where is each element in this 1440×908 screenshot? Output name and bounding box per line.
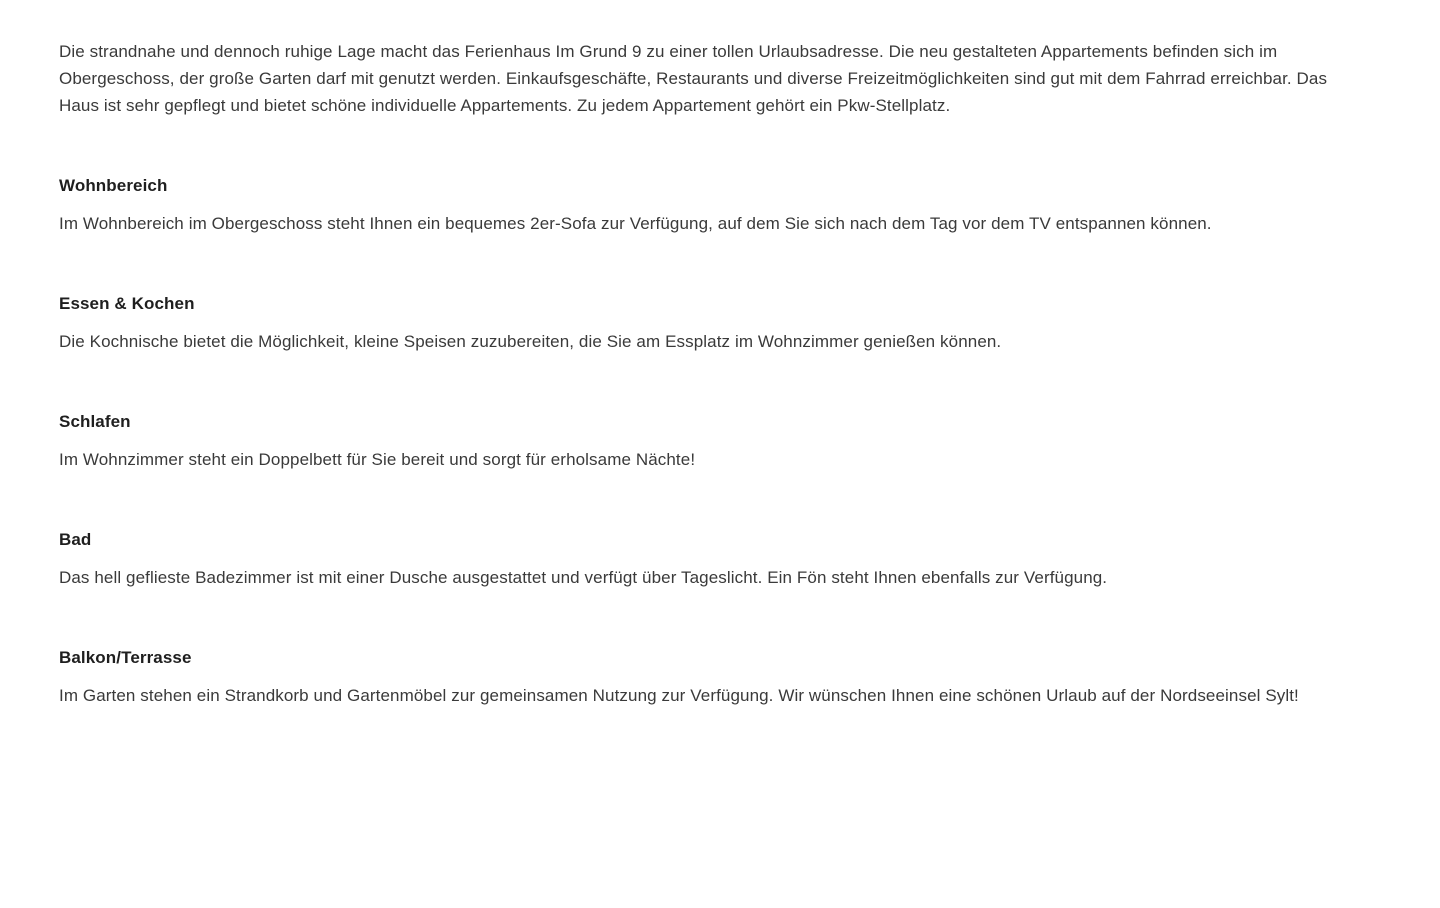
section-heading-schlafen: Schlafen (59, 412, 131, 431)
section-body-balkon-terrasse: Im Garten stehen ein Strandkorb und Gartenmöbel zur gemeinsamen Nutzung zur Verfügung. Wir wünschen Ihnen eine schönen Urlaub auf der Nordseeinsel Sylt! (59, 686, 1299, 705)
section-heading-essen-kochen: Essen & Kochen (59, 294, 195, 313)
section-body-essen-kochen: Die Kochnische bietet die Möglichkeit, kleine Speisen zuzubereiten, die Sie am Essplatz im Wohnzimmer genießen können. (59, 332, 1002, 351)
intro-paragraph: Die strandnahe und dennoch ruhige Lage macht das Ferienhaus Im Grund 9 zu einer tollen Urlaubsadresse. Die neu gestalteten Appartements befinden sich im Obergeschoss, der große Garten darf mit genutzt werden. Einkaufsgeschäfte, Restaurants und diverse Freizeitmöglichkeiten sind gut mit dem Fahrrad erreichbar. Das Haus ist sehr gepflegt und bietet schöne individuelle Appartements. Zu jedem Appartement gehört ein Pkw-Stellplatz. (59, 42, 1328, 115)
section-heading-balkon-terrasse: Balkon/Terrasse (59, 648, 192, 667)
section-heading-bad: Bad (59, 530, 92, 549)
section-body-wohnbereich: Im Wohnbereich im Obergeschoss steht Ihnen ein bequemes 2er-Sofa zur Verfügung, auf dem Sie sich nach dem Tag vor dem TV entspannen können. (59, 214, 1212, 233)
section-heading-wohnbereich: Wohnbereich (59, 176, 168, 195)
section-body-bad: Das hell geflieste Badezimmer ist mit einer Dusche ausgestattet und verfügt über Tageslicht. Ein Fön steht Ihnen ebenfalls zur Verfügung. (59, 568, 1108, 587)
section-body-schlafen: Im Wohnzimmer steht ein Doppelbett für Sie bereit und sorgt für erholsame Nächte! (59, 450, 696, 469)
